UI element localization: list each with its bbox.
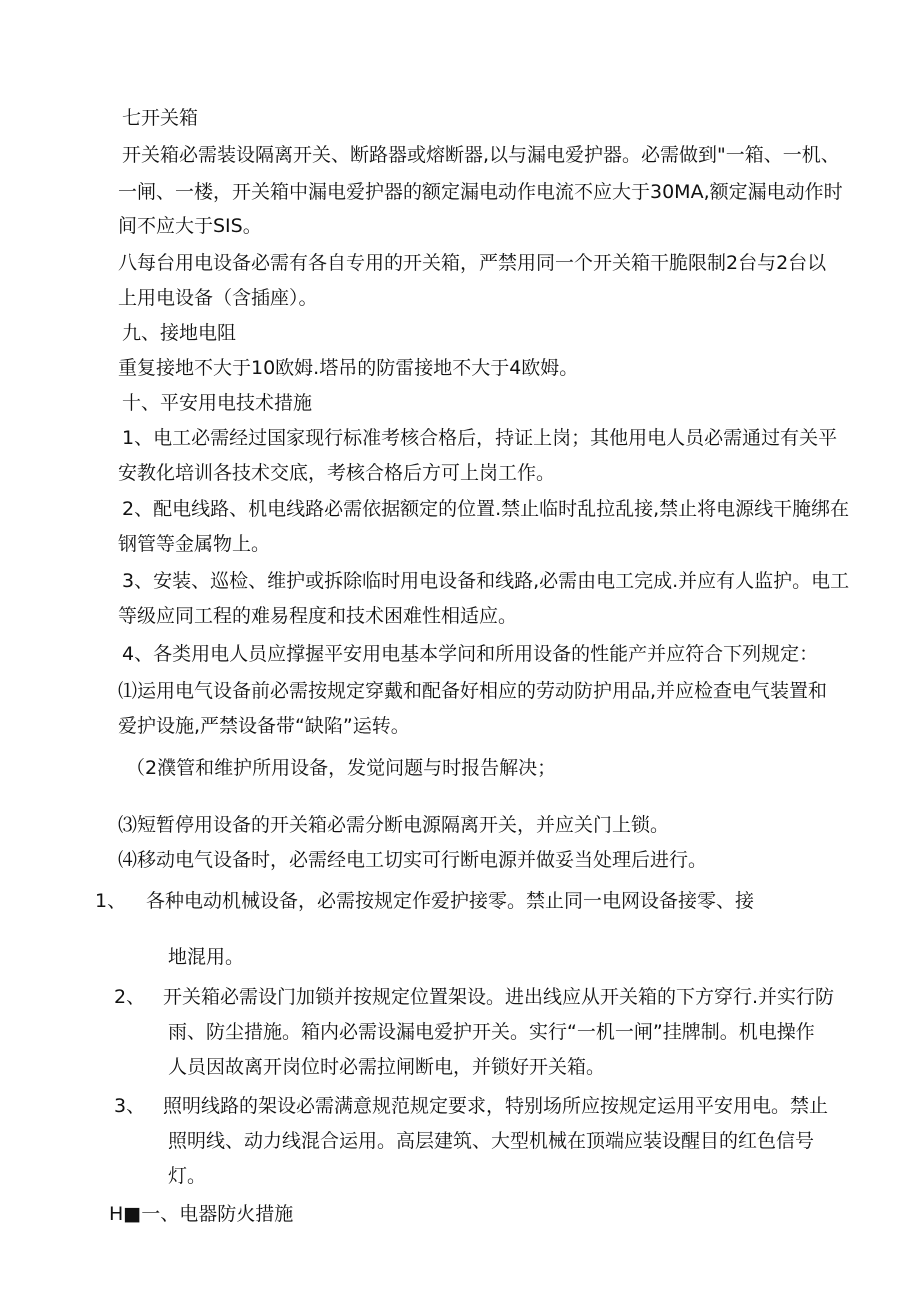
- paragraph-line: ⑶短暂停用设备的开关箱必需分断电源隔离开关，并应关门上锁。: [118, 814, 670, 836]
- paragraph-line: 3、安装、巡检、维护或拆除临时用电设备和线路,必需由电工完成.并应有人监护。电工: [122, 570, 850, 592]
- section-heading-10: 十、平安用电技术措施: [122, 392, 313, 414]
- paragraph-line: （2濮管和维护所用设备，发觉问题与时报告解决；: [126, 757, 557, 779]
- list-item-line: 地混用。: [168, 946, 245, 968]
- section-heading-9: 九、接地电阻: [122, 322, 237, 344]
- list-item-line: 照明线路的架设必需满意规范规定要求，特别场所应按规定运用平安用电。禁止: [163, 1095, 829, 1117]
- paragraph-line: 4、各类用电人员应撑握平安用电基本学问和所用设备的性能产并应符合下列规定：: [122, 643, 819, 665]
- list-item-number: 3、: [114, 1095, 146, 1117]
- section-heading-11: H■一、电器防火措施: [109, 1203, 294, 1225]
- paragraph-line: 上用电设备（含插座）。: [118, 287, 318, 309]
- section-heading-7: 七开关箱: [122, 107, 199, 129]
- paragraph-line: ⑴运用电气设备前必需按规定穿戴和配备好相应的劳动防护用品,并应检查电气装置和: [118, 680, 828, 702]
- list-item-line: 照明线、动力线混合运用。高层建筑、大型机械在顶端应装设醒目的红色信号: [168, 1130, 815, 1152]
- paragraph-line: 2、配电线路、机电线路必需依据额定的位置.禁止临时乱拉乱接,禁止将电源线干腌绑在: [122, 498, 850, 520]
- paragraph-line: 1、电工必需经过国家现行标准考核合格后，持证上岗；其他用电人员必需通过有关平: [122, 427, 838, 449]
- paragraph-line: 爱护设施,严禁设备带“缺陷”运转。: [118, 715, 410, 737]
- paragraph-line: 八每台用电设备必需有各自专用的开关箱，严禁用同一个开关箱干脆限制2台与2台以: [118, 252, 827, 274]
- list-item-line: 开关箱必需设门加锁并按规定位置架设。进出线应从开关箱的下方穿行.并实行防: [163, 986, 835, 1008]
- paragraph-line: 开关箱必需装设隔离开关、断路器或熔断器,以与漏电爱护器。必需做到"一箱、一机、: [122, 144, 840, 166]
- list-item-line: 雨、防尘措施。箱内必需设漏电爱护开关。实行“一机一闸”挂牌制。机电操作: [168, 1021, 815, 1043]
- paragraph-line: 等级应同工程的难易程度和技术困难性相适应。: [118, 605, 518, 627]
- list-item-line: 各种电动机械设备，必需按规定作爱护接零。禁止同一电网设备接零、接: [146, 890, 755, 912]
- paragraph-line: 安教化培训各技术交底，考核合格后方可上岗工作。: [118, 462, 556, 484]
- paragraph-line: ⑷移动电气设备时，必需经电工切实可行断电源并做妥当处理后进行。: [118, 849, 708, 871]
- list-item-number: 2、: [114, 986, 146, 1008]
- paragraph-line: 重复接地不大于10欧姆.塔吊的防雷接地不大于4欧姆。: [118, 357, 579, 379]
- paragraph-line: 钢管等金属物上。: [118, 533, 271, 555]
- list-item-number: 1、: [95, 890, 127, 912]
- paragraph-line: 一闸、一楼，开关箱中漏电爱护器的额定漏电动作电流不应大于30MA,额定漏电动作时: [118, 181, 843, 203]
- paragraph-line: 间不应大于SIS。: [118, 215, 262, 237]
- list-item-line: 人员因故离开岗位时必需拉闸断电，并锁好开关箱。: [168, 1056, 606, 1078]
- list-item-line: 灯。: [168, 1165, 207, 1187]
